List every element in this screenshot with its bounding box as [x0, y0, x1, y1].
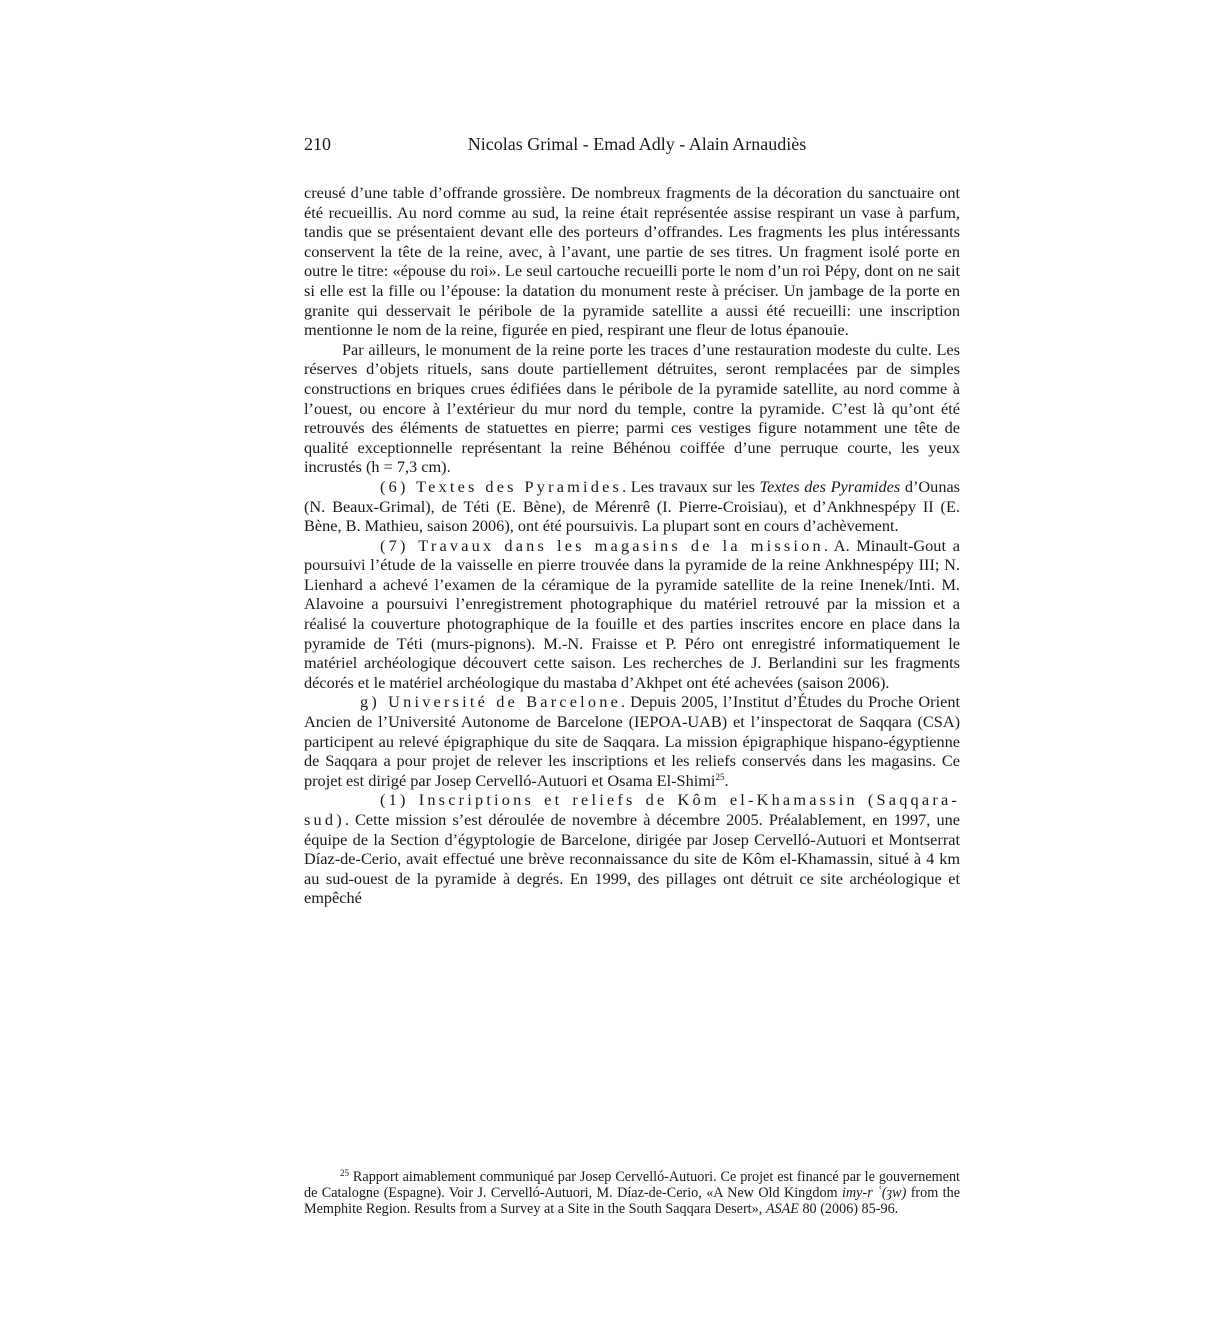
footnote-journal: ASAE — [765, 1200, 799, 1217]
footnote-reference: 25 — [715, 771, 725, 782]
paragraph-3-italic-title: Textes des Pyramides — [759, 476, 901, 496]
paragraph-2: Par ailleurs, le monument de la reine porte les traces d’une restauration modeste du culte. Les réserves d’objets rituels, sans doute partiellement détruites, seront remplacées par de simples constructions en briques crues édifiées dans le péribole de la pyramide satellite, au nord comme à l’ouest, ou encore à l’extérieur du mur nord du temple, contre la pyramide. C’est là qu’ont été retrouvés des éléments de statuettes en pierre; parmi ces vestiges figure notamment une tête de qualité exceptionnelle représentant la reine Béhénou coiffée d’une perruque courte, les yeux incrustés (h = 7,3 cm). — [304, 339, 960, 477]
paragraph-universite-barcelone — [304, 692, 960, 790]
footnotes — [304, 1170, 960, 1217]
section-heading-textes-des-pyramides: (6) Textes des Pyramides — [380, 476, 623, 496]
body-text — [304, 183, 960, 908]
footnote-text-c: 80 (2006) 85-96. — [798, 1200, 899, 1217]
running-head — [304, 126, 960, 162]
paragraph-kom-el-khamassin — [304, 790, 960, 908]
paragraph-textes-des-pyramides — [304, 477, 960, 536]
footnote-mark: 25 — [340, 1168, 349, 1178]
page-content — [304, 126, 960, 908]
paragraph-6-text: . Cette mission s’est déroulée de novembre à décembre 2005. Préalablement, en 1997, une équipe de la Section d’égyptologie de Barcelone, dirigée par Josep Cervelló-Autuori et Montserrat Díaz-de-Cerio, avait effectué une brève reconnaissance du site de Kôm el-Khamassin, situé à 4 km au sud-ouest de la pyramide à degrés. En 1999, des pillages ont détruit ce site archéologique et empêché — [304, 810, 960, 908]
section-heading-universite-barcelone: g) Université de Barcelone — [360, 692, 621, 712]
footnote-text-b: from the Memphite Region. Results from a Survey at a Site in the South Saqqara Desert», — [304, 1184, 960, 1217]
page-number: 210 — [304, 134, 331, 154]
paragraph-5-end: . — [724, 770, 729, 790]
paragraph-5-text: . Depuis 2005, l’Institut d’Études du Proche Orient Ancien de l’Université Autonome de Barcelone (IEPOA-UAB) et l’inspectorat de Saqqara (CSA) participent au relevé épigraphique du site de Saqqara. La mission épigraphique hispano-égyptienne de Saqqara a pour projet de relever les inscriptions et les reliefs conservés dans les magasins. Ce projet est dirigé par Josep Cervelló-Autuori et Osama El-Shimi — [304, 692, 960, 790]
section-heading-kom-el-khamassin: (1) Inscriptions et reliefs de Kôm el-Khamassin (Saqqara-sud) — [304, 790, 960, 829]
paragraph-travaux-magasins — [304, 536, 960, 693]
paragraph-4-text: . A. Minault-Gout a poursuivi l’étude de la vaisselle en pierre trouvée dans la pyramide de la reine Ankhnespépy III; N. Lienhard a achevé l’examen de la céramique de la pyramide satellite de la reine Inenek/Inti. M. Alavoine a poursuivi l’enregistrement photographique du matériel retrouvé par la mission et a réalisé la couverture photographique de la fouille et des parties inscrites encore en place dans la pyramide de Téti (murs-pignons). M.-N. Fraisse et P. Péro ont enregistré informatiquement le matériel archéologique découvert cette saison. Les recherches de J. Berlandini sur les fragments décorés et le matériel archéologique du mastaba d’Akhpet ont été achevées (saison 2006). — [304, 535, 960, 692]
paragraph-1: creusé d’une table d’offrande grossière. De nombreux fragments de la décoration du sanctuaire ont été recueillis. Au nord comme au sud, la reine était représentée assise respirant un vase à parfum, tandis que se présentaient devant elle des porteurs d’offrandes. Les fragments les plus intéressants conservent la tête de la reine, avec, à l’avant, une partie de ses titres. Un fragment isolé porte en outre le titre: «épouse du roi». Le seul cartouche recueilli porte le nom d’un roi Pépy, dont on ne sait si elle est la fille ou l’épouse: la datation du monument reste à préciser. Un jambage de la porte en granite qui desservait le péribole de la pyramide satellite a aussi été recueilli: une inscription mentionne le nom de la reine, figurée en pied, respirant une fleur de lotus épanouie. — [304, 183, 960, 340]
footnote-italic-title: imy-r ʿ(ȝw) — [841, 1184, 907, 1201]
running-head-authors: Nicolas Grimal - Emad Adly - Alain Arnaudiès — [467, 134, 807, 154]
section-heading-travaux-magasins: (7) Travaux dans les magasins de la mission — [380, 535, 824, 555]
paragraph-3-text-a: . Les travaux sur les — [622, 476, 760, 496]
paragraph-3-text-b: d’Ounas (N. Beaux-Grimal), de Téti (E. Bène), de Mérenrê (I. Pierre-Croisiau), et d’Ankhnespépy II (E. Bène, B. Mathieu, saison 2006), ont été poursuivis. La plupart sont en cours d’achèvement. — [304, 476, 961, 536]
footnote-25 — [304, 1170, 960, 1217]
footnote-text-a: Rapport aimablement communiqué par Josep Cervelló-Autuori. Ce projet est financé par le gouvernement de Catalogne (Espagne). Voir J. Cervelló-Autuori, M. Díaz-de-Cerio, «A New Old Kingdom — [304, 1169, 960, 1201]
